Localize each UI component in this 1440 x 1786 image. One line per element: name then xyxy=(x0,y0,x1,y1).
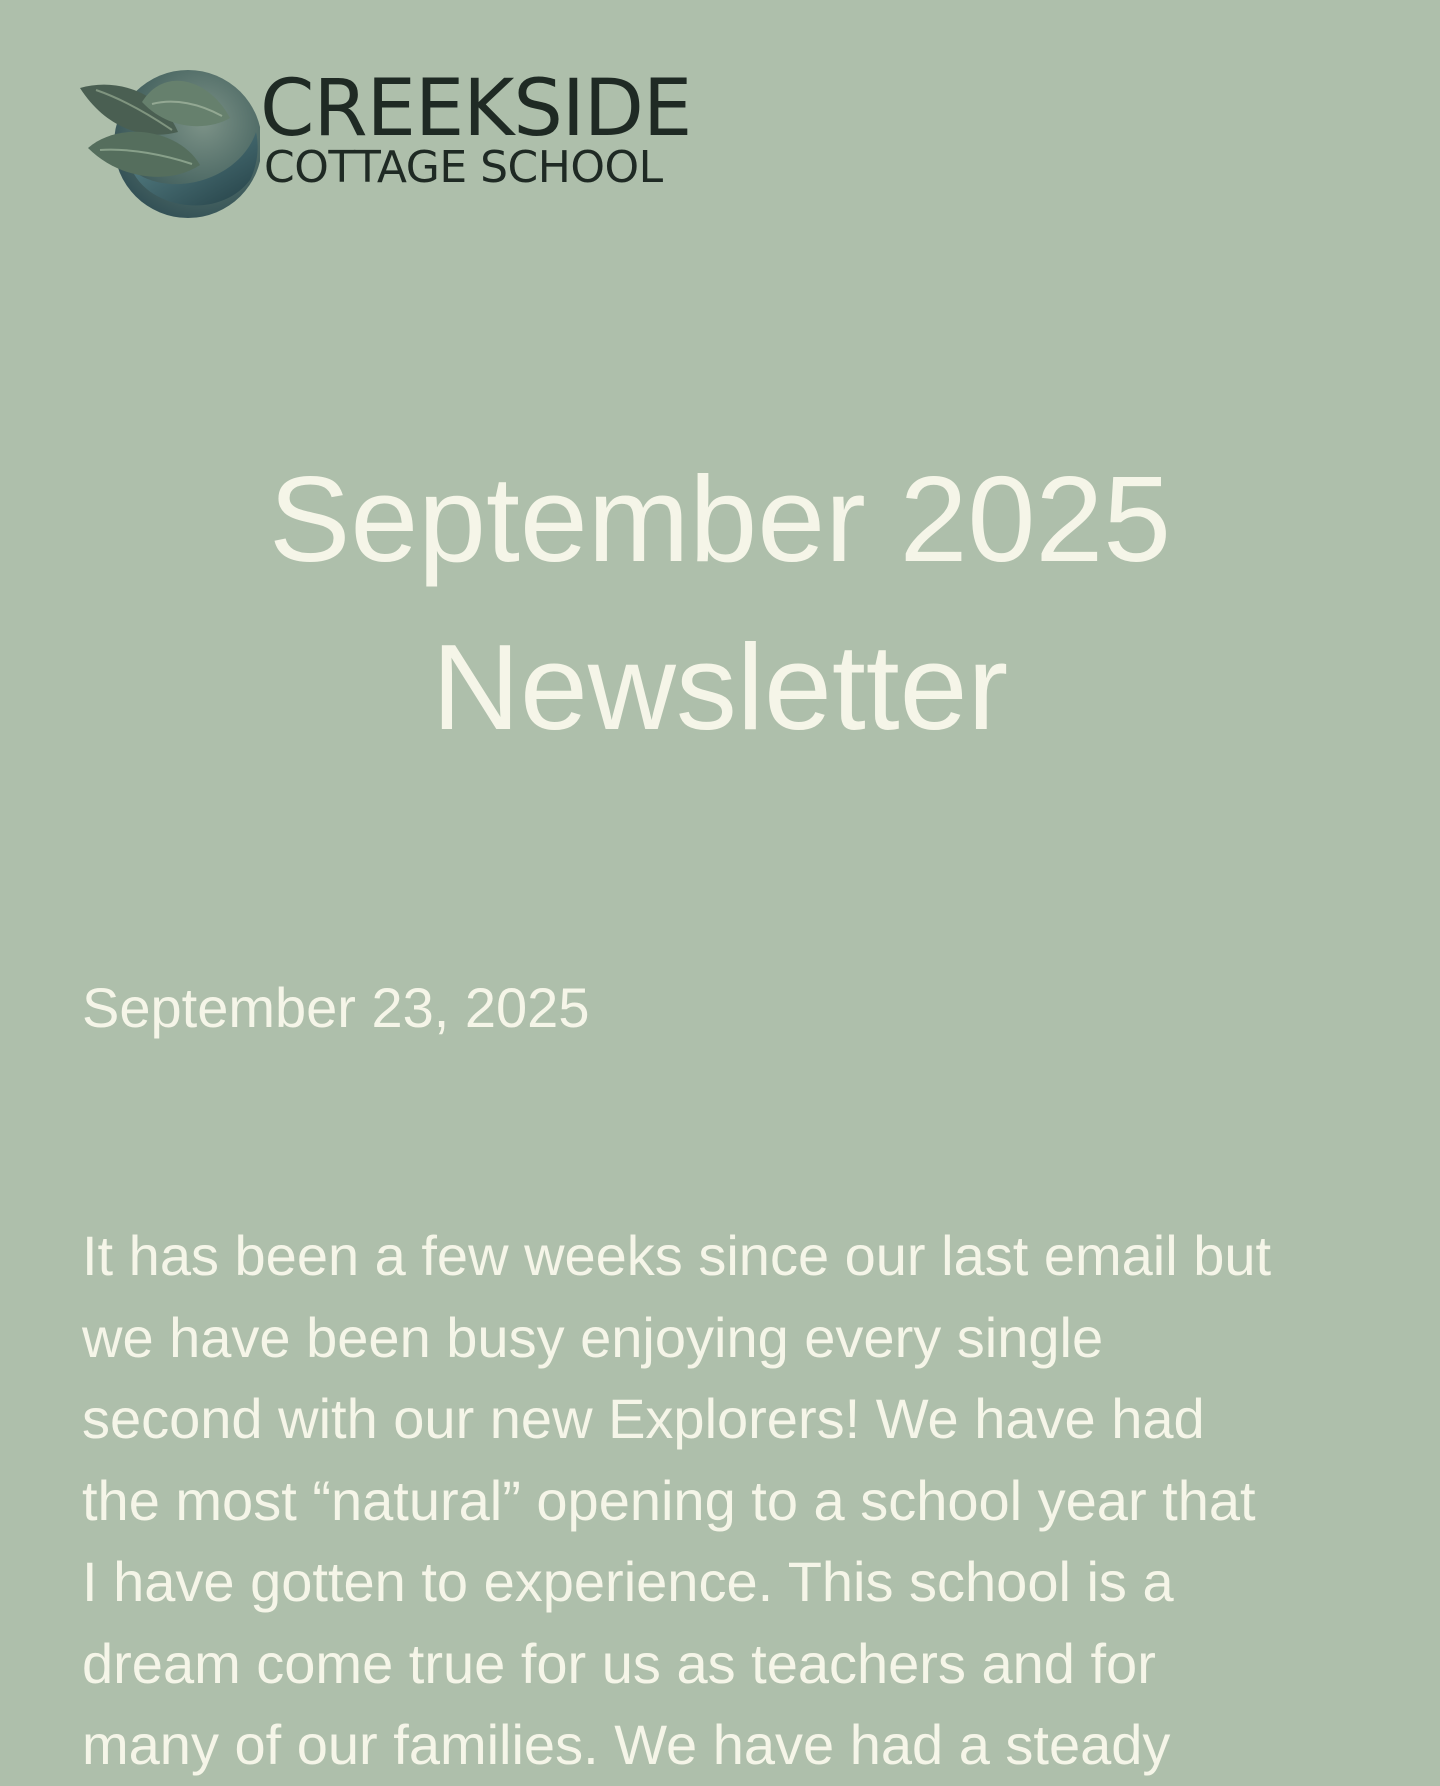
body-line: many of our families. We have had a steady xyxy=(82,1713,1171,1776)
body-line: dream come true for us as teachers and for xyxy=(82,1631,1156,1695)
newsletter-title xyxy=(0,435,1440,771)
body-line: we have been busy enjoying every single xyxy=(82,1305,1104,1369)
body-line: It has been a few weeks since our last email but xyxy=(82,1224,1272,1287)
newsletter-body xyxy=(82,1215,1372,1786)
brand-name: CREEKSIDE xyxy=(260,64,692,154)
brand-wordmark[interactable] xyxy=(260,64,692,193)
header xyxy=(80,60,780,220)
brand-subtitle: COTTAGE SCHOOL xyxy=(264,142,663,193)
title-line-2: Newsletter xyxy=(431,619,1009,755)
body-line: the most “natural” opening to a school year that xyxy=(82,1468,1256,1532)
leaf-logo-icon xyxy=(80,60,260,220)
body-line: second with our new Explorers! We have had xyxy=(82,1387,1205,1450)
body-line: I have gotten to experience. This school is a xyxy=(82,1550,1174,1613)
newsletter-date: September 23, 2025 xyxy=(82,976,590,1039)
title-line-1: September 2025 xyxy=(268,451,1172,587)
